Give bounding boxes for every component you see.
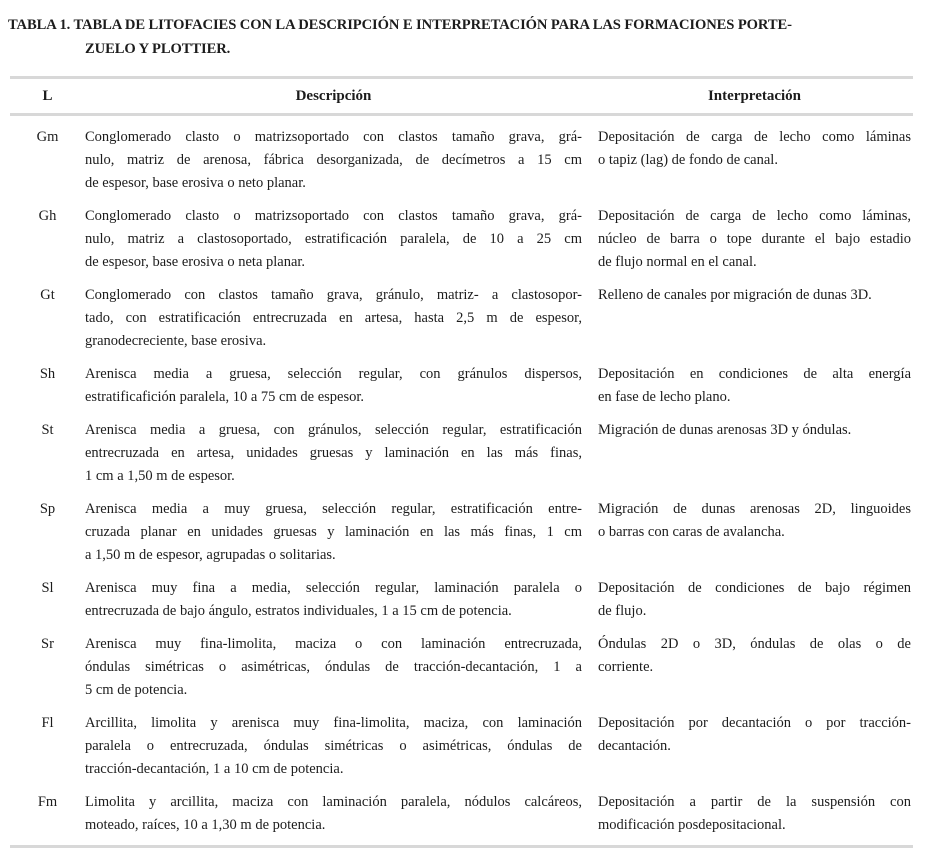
text-line: Óndulas 2D o 3D, óndulas de olas o de	[598, 636, 911, 652]
descripcion-cell	[85, 409, 582, 488]
text-line: óndulas simétricas o asimétricas, óndulas de tracción-decantación, 1 a	[85, 659, 582, 675]
table-row	[10, 274, 913, 353]
text-line: Conglomerado clasto o matrizsoportado con clastos tamaño grava, grá-	[85, 208, 582, 224]
descripcion-cell	[85, 274, 582, 353]
text-line: Arenisca media a gruesa, selección regular, con gránulos dispersos,	[85, 366, 582, 382]
text-line: núcleo de barra o tope durante el bajo estadio	[598, 231, 911, 247]
text-line: estratificafición paralela, 10 a 75 cm de espesor.	[85, 389, 365, 405]
text-line: Depositación de carga de lecho como láminas,	[598, 208, 911, 224]
interpretacion-cell	[582, 702, 913, 781]
facies-code: Gm	[36, 129, 59, 145]
table-row	[10, 409, 913, 488]
text-line: o barras con caras de avalancha.	[598, 524, 785, 540]
table-title	[8, 13, 918, 61]
text-line: tado, con estratificación entrecruzada en artesa, hasta 2,5 m de espesor,	[85, 310, 582, 326]
text-line: 5 cm de potencia.	[85, 682, 188, 698]
text-line: entrecruzada de bajo ángulo, estratos individuales, 1 a 15 cm de potencia.	[85, 603, 512, 619]
text-line: de flujo normal en el canal.	[598, 254, 757, 270]
text-line: Arenisca muy fina a media, selección regular, laminación paralela o	[85, 580, 582, 596]
descripcion-cell	[85, 702, 582, 781]
table-row	[10, 195, 913, 274]
interpretacion-cell	[582, 195, 913, 274]
text-line: Depositación en condiciones de alta energía	[598, 366, 911, 382]
facies-code: Gh	[38, 208, 57, 224]
text-line: Arenisca muy fina-limolita, maciza o con laminación entrecruzada,	[85, 636, 582, 652]
text-line: moteado, raíces, 10 a 1,30 m de potencia.	[85, 817, 326, 833]
descripcion-cell	[85, 116, 582, 195]
text-line: Arcillita, limolita y arenisca muy fina-limolita, maciza, con laminación	[85, 715, 582, 731]
facies-code: Gt	[40, 287, 55, 303]
text-line: Conglomerado clasto o matrizsoportado con clastos tamaño grava, grá-	[85, 129, 582, 145]
table-body	[10, 116, 913, 848]
table-row	[10, 702, 913, 781]
table-row	[10, 567, 913, 623]
interpretacion-cell	[582, 353, 913, 409]
facies-code: Fm	[37, 794, 58, 810]
text-line: cruzada planar en unidades gruesas y laminación en las más finas, 1 cm	[85, 524, 582, 540]
text-line: decantación.	[598, 738, 671, 754]
interpretacion-cell	[582, 409, 913, 488]
lithofacies-table	[10, 76, 913, 848]
table-title-line-2: ZUELO Y PLOTTIER.	[85, 41, 231, 57]
facies-code: Sp	[39, 501, 56, 517]
interpretacion-cell	[582, 567, 913, 623]
text-line: Depositación de carga de lecho como láminas	[598, 129, 911, 145]
text-line: Depositación de condiciones de bajo régimen	[598, 580, 911, 596]
text-line: 1 cm a 1,50 m de espesor.	[85, 468, 235, 484]
column-header-l: L	[42, 88, 53, 104]
descripcion-cell	[85, 488, 582, 567]
interpretacion-cell	[582, 488, 913, 567]
interpretacion-cell	[582, 274, 913, 353]
facies-code: Sh	[39, 366, 56, 382]
interpretacion-cell	[582, 781, 913, 837]
facies-code: Sl	[41, 580, 54, 596]
text-line: modificación posdepositacional.	[598, 817, 786, 833]
text-line: tracción-decantación, 1 a 10 cm de potencia.	[85, 761, 344, 777]
table-row	[10, 781, 913, 837]
text-line: corriente.	[598, 659, 654, 675]
descripcion-cell	[85, 567, 582, 623]
descripcion-cell	[85, 195, 582, 274]
column-header-interpretacion: Interpretación	[707, 88, 802, 104]
facies-code: Fl	[41, 715, 54, 731]
text-line: o tapiz (lag) de fondo de canal.	[598, 152, 778, 168]
table-row	[10, 116, 913, 195]
text-line: Arenisca media a muy gruesa, selección regular, estratificación entre-	[85, 501, 582, 517]
text-line: de espesor, base erosiva o neta planar.	[85, 254, 306, 270]
descripcion-cell	[85, 623, 582, 702]
descripcion-cell	[85, 781, 582, 837]
text-line: granodecreciente, base erosiva.	[85, 333, 267, 349]
text-line: Depositación por decantación o por tracción-	[598, 715, 911, 731]
table-row	[10, 353, 913, 409]
text-line: Depositación a partir de la suspensión con	[598, 794, 911, 810]
column-header-descripcion: Descripción	[295, 88, 372, 104]
table-row	[10, 488, 913, 567]
table-row	[10, 623, 913, 702]
text-line: Migración de dunas arenosas 2D, linguoides	[598, 501, 911, 517]
text-line: Relleno de canales por migración de dunas 3D.	[598, 287, 872, 303]
facies-code: Sr	[41, 636, 54, 652]
descripcion-cell	[85, 353, 582, 409]
text-line: de espesor, base erosiva o neto planar.	[85, 175, 306, 191]
interpretacion-cell	[582, 116, 913, 195]
text-line: Conglomerado con clastos tamaño grava, gránulo, matriz- a clastosopor-	[85, 287, 582, 303]
facies-code: St	[41, 422, 54, 438]
text-line: en fase de lecho plano.	[598, 389, 731, 405]
text-line: Limolita y arcillita, maciza con laminación paralela, nódulos calcáreos,	[85, 794, 582, 810]
text-line: nulo, matriz a clastosoportado, estratificación paralela, de 10 a 25 cm	[85, 231, 582, 247]
text-line: Migración de dunas arenosas 3D y óndulas.	[598, 422, 852, 438]
table-title-line-1: TABLA 1. TABLA DE LITOFACIES CON LA DESCRIPCIÓN E INTERPRETACIÓN PARA LAS FORMACIONES PORTE-	[8, 17, 792, 33]
interpretacion-cell	[582, 623, 913, 702]
text-line: de flujo.	[598, 603, 647, 619]
text-line: entrecruzada en artesa, unidades gruesas y laminación en las más finas,	[85, 445, 582, 461]
text-line: Arenisca media a gruesa, con gránulos, selección regular, estratificación	[85, 422, 582, 438]
text-line: nulo, matriz de arenosa, fábrica desorganizada, de decímetros a 15 cm	[85, 152, 582, 168]
text-line: a 1,50 m de espesor, agrupadas o solitarias.	[85, 547, 336, 563]
text-line: paralela o entrecruzada, óndulas simétricas o asimétricas, óndulas de	[85, 738, 582, 754]
table-header-row	[10, 76, 913, 116]
